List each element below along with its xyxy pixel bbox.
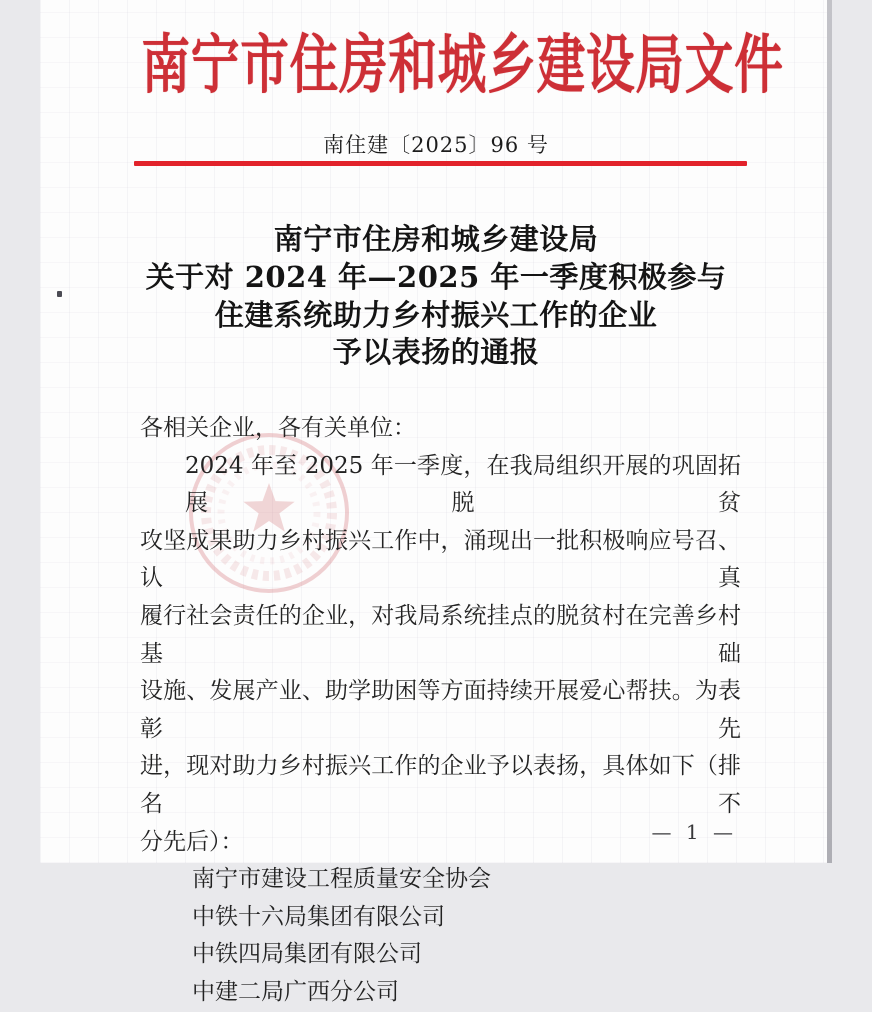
scan-speck <box>57 291 62 297</box>
letterhead-org-title <box>40 14 832 106</box>
paragraph-line: 2024 年至 2025 年一季度，在我局组织开展的巩固拓展脱贫 <box>185 452 741 517</box>
paragraph-line: 设施、发展产业、助学助困等方面持续开展爱心帮扶。为表彰先 <box>140 678 741 742</box>
document-title-line: 住建系统助力乡村振兴工作的企业 <box>214 297 658 332</box>
commended-company-item: 中铁四局集团有限公司 <box>192 941 422 968</box>
salutation-line: 各相关企业，各有关单位： <box>140 415 416 441</box>
paragraph-line: 进，现对助力乡村振兴工作的企业予以表扬，具体如下（排名不 <box>140 753 741 817</box>
letterhead-org-title-text: 南宁市住房和城乡建设局文件 <box>141 28 784 103</box>
commended-company-item: 南宁市建设工程质量安全协会 <box>192 866 491 893</box>
red-divider-rule <box>134 161 747 166</box>
commended-company-item: 中建二局广西分公司 <box>192 978 399 1005</box>
commended-company-item: 中铁十六局集团有限公司 <box>192 903 445 930</box>
scanned-document-page <box>40 0 832 1005</box>
paragraph-line: 分先后）： <box>140 828 244 855</box>
paragraph-line: 履行社会责任的企业，对我局系统挂点的脱贫村在完善乡村基础 <box>140 602 741 667</box>
document-body <box>140 410 741 1012</box>
paragraph-line: 攻坚成果助力乡村振兴工作中，涌现出一批积极响应号召、认真 <box>140 527 741 592</box>
document-title-line: 关于对 2024 年—2025 年一季度积极参与 <box>145 259 727 294</box>
document-title-line: 南宁市住房和城乡建设局 <box>273 222 599 256</box>
document-title <box>40 221 832 372</box>
page-number: — 1 — <box>651 820 737 844</box>
scan-edge-shadow <box>827 0 832 863</box>
document-number: 南住建〔2025〕96 号 <box>323 133 549 157</box>
document-title-line: 予以表扬的通报 <box>332 335 540 370</box>
